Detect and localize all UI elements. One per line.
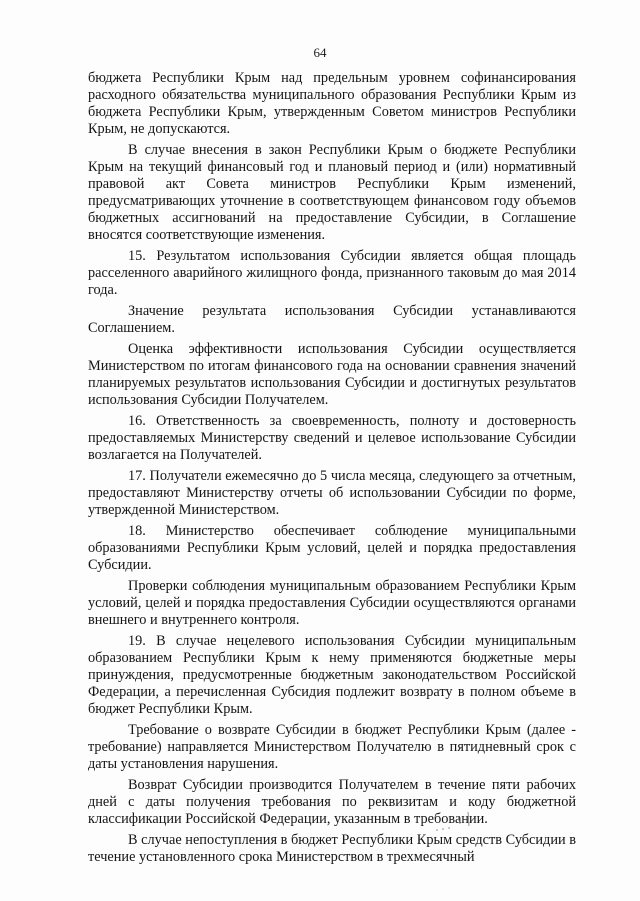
scan-artifact-marks xyxy=(428,812,488,852)
paragraph-18-compliance: 18. Министерство обеспечивает соблюдение муниципальными образованиями Республики Крым условий, целей и порядка предоставления Субсидии. xyxy=(88,523,576,573)
paragraph-15-result: 15. Результатом использования Субсидии является общая площадь расселенного аварийного жилищного фонда, признанного таковым до мая 2014 года. xyxy=(88,248,576,298)
paragraph-inspections: Проверки соблюдения муниципальным образованием Республики Крым условий, целей и порядка предоставления Субсидии осуществляются органами внешнего и внутреннего контроля. xyxy=(88,578,576,628)
paragraph-result-value: Значение результата использования Субсидии устанавливаются Соглашением. xyxy=(88,303,576,336)
paragraph-continuation: бюджета Республики Крым над предельным уровнем софинансирования расходного обязательства муниципального образования Республики Крым из бюджета Республики Крым, утвержденным Советом министров Республики Крым, не допускаются. xyxy=(88,70,576,137)
paragraph-19-misuse: 19. В случае нецелевого использования Субсидии муниципальным образованием Республики Крым к нему применяются бюджетные меры принуждения, предусмотренные бюджетным законодательством Российской Федерации, а перечисленная Субсидия подлежит возврату в полном объеме в бюджет Республики Крым. xyxy=(88,633,576,717)
paragraph-17-reports: 17. Получатели ежемесячно до 5 числа месяца, следующего за отчетным, предоставляют Министерству отчеты об использовании Субсидии по форме, утвержденной Министерством. xyxy=(88,468,576,518)
paragraph-budget-law-changes: В случае внесения в закон Республики Крым о бюджете Республики Крым на текущий финансовый год и плановый период и (или) нормативный правовой акт Совета министров Республики Крым изменений, предусматривающих уточнение в соответствующем финансовом году объемов бюджетных ассигнований на предоставление Субсидии, в Соглашение вносятся соответствующие изменения. xyxy=(88,142,576,243)
paragraph-refund-demand: Требование о возврате Субсидии в бюджет Республики Крым (далее - требование) направляется Министерством Получателю в пятидневный срок с даты установления нарушения. xyxy=(88,722,576,772)
page-number: 64 xyxy=(313,45,327,60)
paragraph-non-receipt: В случае непоступления в бюджет Республики Крым средств Субсидии в течение установленного срока Министерством в трехмесячный xyxy=(88,832,576,865)
paragraph-16-responsibility: 16. Ответственность за своевременность, полноту и достоверность предоставляемых Министерству сведений и целевое использование Субсидии возлагается на Получателей. xyxy=(88,413,576,463)
document-body xyxy=(88,70,576,870)
paragraph-refund-procedure: Возврат Субсидии производится Получателем в течение пяти рабочих дней с даты получения требования по реквизитам и коду бюджетной классификации Российской Федерации, указанным в требовании. xyxy=(88,777,576,827)
paragraph-efficiency-assessment: Оценка эффективности использования Субсидии осуществляется Министерством по итогам финансового года на основании сравнения значений планируемых результатов использования Субсидии и достигнутых результатов использования Субсидии Получателем. xyxy=(88,341,576,408)
